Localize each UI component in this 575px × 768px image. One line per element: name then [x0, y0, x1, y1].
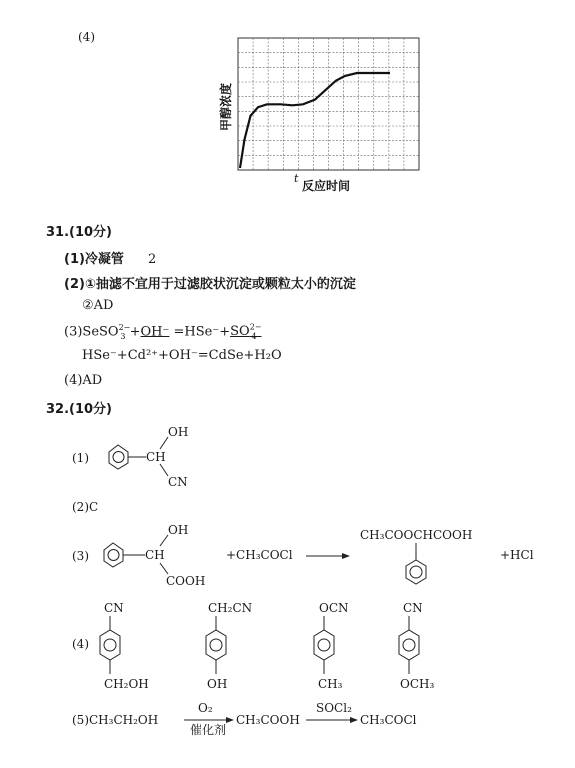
svg-text:CH₃COOCHCOOH: CH₃COOCHCOOH — [360, 528, 473, 542]
q31-header: 31.(10分) — [46, 225, 113, 240]
q31-part2b: ②AD — [82, 298, 114, 313]
q31-part1: (1)冷凝管 2 — [64, 252, 157, 267]
svg-text:OH: OH — [168, 425, 189, 439]
svg-text:CN: CN — [403, 601, 423, 615]
isomer-4 — [399, 601, 434, 691]
q32-header: 32.(10分) — [46, 402, 113, 417]
q32-part5-start: (5)CH₃CH₂OH — [72, 713, 159, 727]
svg-text:O₂: O₂ — [198, 701, 213, 715]
svg-text:SOCl₂: SOCl₂ — [316, 701, 352, 715]
svg-text:CH: CH — [146, 450, 166, 464]
svg-text:OCN: OCN — [319, 601, 349, 615]
benzene-ring-1 — [109, 445, 128, 469]
q32-part1-label: (1) — [72, 451, 89, 465]
q31-part2a: (2)①抽滤不宜用于过滤胶状沉淀或颗粒太小的沉淀 — [64, 277, 356, 292]
svg-text:OH: OH — [168, 523, 189, 537]
svg-text:CN: CN — [168, 475, 188, 489]
isomer-3 — [314, 601, 349, 691]
svg-text:+CH₃COCl: +CH₃COCl — [226, 548, 293, 562]
svg-text:+HCl: +HCl — [500, 548, 534, 562]
q31-part3-eq1: (3)SeSO$^{2-}_3$ $+OH^- =HSe^-+SO^{2-}_4$ — [64, 323, 262, 341]
benzene-ring-2 — [104, 543, 123, 567]
svg-text:CH₃: CH₃ — [318, 677, 343, 691]
y-axis-label: 甲醇浓度 — [219, 82, 233, 132]
svg-text:CN: CN — [104, 601, 124, 615]
svg-text:CH₂OH: CH₂OH — [104, 677, 149, 691]
x-axis-label: 反应时间 — [302, 179, 351, 193]
q32-part3-label: (3) — [72, 549, 89, 563]
q32-part5-end: CH₃COCl — [360, 713, 417, 727]
q32-part5-mid: CH₃COOH — [236, 713, 300, 727]
x-axis-symbol: t — [294, 172, 299, 185]
q32-part4-label: (4) — [72, 637, 89, 651]
q31-part4: (4)AD — [64, 373, 103, 388]
question-4-label: (4) — [78, 30, 95, 44]
svg-text:OCH₃: OCH₃ — [400, 677, 435, 691]
svg-text:CH₂CN: CH₂CN — [208, 601, 253, 615]
svg-text:CH: CH — [145, 548, 165, 562]
svg-text:催化剂: 催化剂 — [190, 723, 227, 737]
isomer-2 — [206, 601, 252, 691]
q31-part3-eq2: HSe⁻+Cd²⁺+OH⁻=CdSe+H₂O — [82, 348, 282, 363]
q32-part2: (2)C — [72, 500, 99, 514]
svg-text:COOH: COOH — [166, 574, 206, 588]
isomer-1 — [100, 601, 149, 691]
svg-text:OH: OH — [207, 677, 228, 691]
benzene-ring-3 — [406, 560, 426, 584]
